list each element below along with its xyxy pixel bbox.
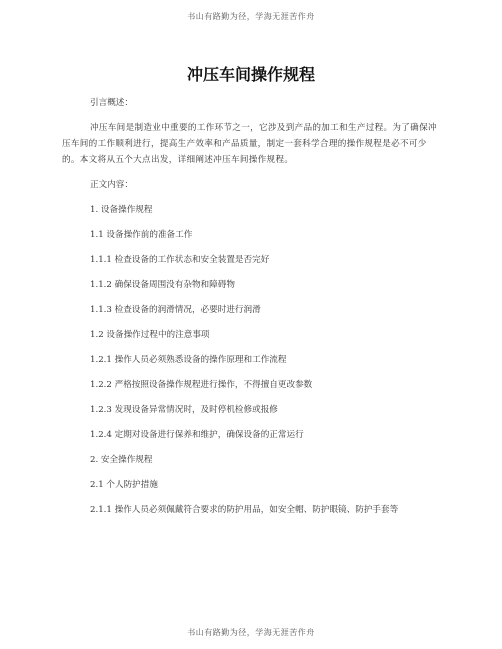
list-item: 2.1.1 操作人员必须佩戴符合要求的防护用品，如安全帽、防护眼镜、防护手套等	[90, 505, 399, 515]
list-item: 1.2.3 发现设备异常情况时，及时停机检修或报修	[90, 405, 278, 415]
list-item: 1. 设备操作规程	[90, 205, 153, 215]
list-item: 1.1.1 检查设备的工作状态和安全装置是否完好	[90, 255, 270, 265]
list-item: 1.1.2 确保设备周围没有杂物和障碍物	[90, 280, 235, 290]
document-body	[62, 95, 438, 527]
list-item: 1.2.1 操作人员必须熟悉设备的操作原理和工作流程	[90, 355, 287, 365]
page-footer: 书山有路勤为径，学海无涯苦作舟	[187, 628, 315, 637]
intro-heading: 引言概述：	[90, 98, 133, 108]
page-header: 书山有路勤为径，学海无涯苦作舟	[187, 12, 315, 21]
body-heading: 正文内容：	[90, 180, 133, 190]
list-item: 1.1.3 检查设备的润滑情况，必要时进行润滑	[90, 305, 261, 315]
list-item: 2.1 个人防护措施	[90, 480, 158, 490]
intro-paragraph: 冲压车间是制造业中重要的工作环节之一，它涉及到产品的加工和生产过程。为了确保冲压车间的工作顺利进行，提高生产效率和产品质量，制定一套科学合理的操作规程是必不可少的。本文将从五个大点出发，详细阐述冲压车间操作规程。	[62, 123, 437, 165]
list-item: 1.2.2 严格按照设备操作规程进行操作，不得擅自更改参数	[90, 380, 313, 390]
list-item: 2. 安全操作规程	[90, 455, 153, 465]
list-item: 1.2.4 定期对设备进行保养和维护，确保设备的正常运行	[90, 430, 304, 440]
document-title: 冲压车间操作规程	[186, 65, 315, 84]
list-item: 1.1 设备操作前的准备工作	[90, 230, 193, 240]
list-item: 1.2 设备操作过程中的注意事项	[90, 330, 210, 340]
